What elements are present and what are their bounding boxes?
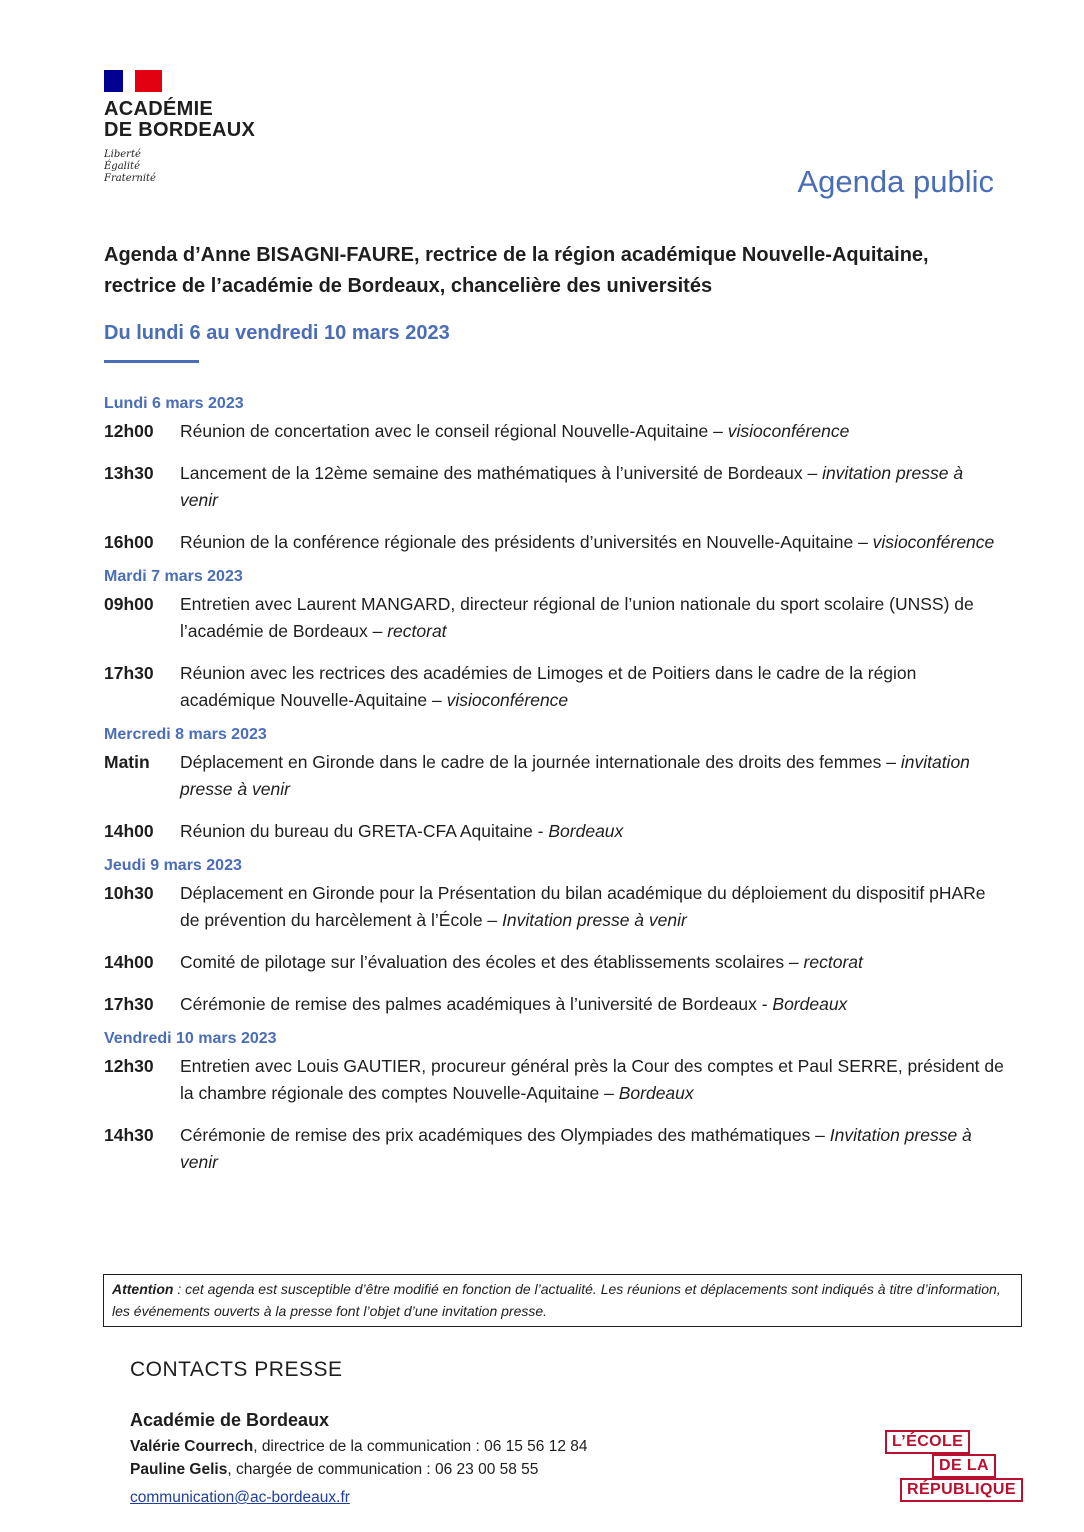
event-time: Matin	[104, 752, 150, 772]
event-description	[180, 991, 1004, 1018]
agenda-event	[104, 991, 1004, 1018]
event-text: Lancement de la 12ème semaine des mathématiques à l’université de Bordeaux –	[180, 463, 823, 483]
agenda-event	[104, 1122, 1004, 1176]
event-location: Bordeaux	[772, 994, 848, 1014]
agenda-event	[104, 529, 1004, 556]
event-time: 13h30	[104, 463, 154, 483]
agenda-event	[104, 818, 1004, 845]
agenda-period: Du lundi 6 au vendredi 10 mars 2023	[104, 322, 450, 344]
event-time: 12h00	[104, 421, 154, 441]
event-location: Bordeaux	[548, 821, 624, 841]
motto-liberte: Liberté	[104, 149, 141, 160]
contacts-organization: Académie de Bordeaux	[130, 1410, 330, 1430]
academie-logo	[104, 70, 255, 185]
agenda-list	[104, 393, 1004, 1186]
event-text: Cérémonie de remise des prix académiques des Olympiades des mathématiques –	[180, 1125, 830, 1145]
contacts-title: CONTACTS PRESSE	[130, 1358, 343, 1381]
logo-name-line1: ACADÉMIE	[104, 98, 214, 120]
event-location: rectorat	[803, 952, 863, 972]
day-title: Mercredi 8 mars 2023	[104, 726, 267, 743]
contact-person	[130, 1461, 538, 1479]
event-location: visioconférence	[727, 421, 850, 441]
event-description	[180, 591, 1004, 645]
event-time: 09h00	[104, 594, 154, 614]
logo-name-line2: DE BORDEAUX	[104, 119, 256, 141]
agenda-event	[104, 749, 1004, 803]
event-time: 14h00	[104, 821, 154, 841]
day-section	[104, 1028, 1004, 1176]
event-text: Entretien avec Louis GAUTIER, procureur général près la Cour des comptes et Paul SERRE, président de la chambre régionale des comptes Nouvelle-Aquitaine –	[180, 1056, 1004, 1103]
logo-motto	[104, 149, 255, 185]
event-description	[180, 1122, 1004, 1176]
event-location: visioconférence	[872, 532, 995, 552]
event-text: Cérémonie de remise des palmes académiques à l’université de Bordeaux -	[180, 994, 773, 1014]
french-flag-icon	[104, 70, 162, 92]
event-location: rectorat	[387, 621, 447, 641]
day-section	[104, 855, 1004, 1018]
day-section	[104, 566, 1004, 714]
event-time: 14h30	[104, 1125, 154, 1145]
event-time: 16h00	[104, 532, 154, 552]
period-underline	[104, 360, 199, 363]
disclaimer-box	[103, 1274, 1022, 1327]
agenda-event	[104, 418, 1004, 445]
event-location: invitation presse à venir	[180, 752, 970, 799]
agenda-event	[104, 591, 1004, 645]
logo-name	[104, 99, 255, 141]
event-time: 12h30	[104, 1056, 154, 1076]
contact-name: Pauline Gelis	[130, 1461, 228, 1478]
event-description	[180, 749, 1004, 803]
event-text: Comité de pilotage sur l’évaluation des écoles et des établissements scolaires –	[180, 952, 804, 972]
event-description	[180, 418, 1004, 445]
contact-role: , chargée de communication : 06 23 00 58 55	[227, 1461, 539, 1478]
event-description	[180, 949, 1004, 976]
event-time: 17h30	[104, 994, 154, 1014]
event-description	[180, 1053, 1004, 1107]
event-description	[180, 880, 1004, 934]
event-text: Réunion avec les rectrices des académies de Limoges et de Poitiers dans le cadre de la région académique Nouvelle-Aquitaine –	[180, 663, 917, 710]
event-description	[180, 529, 1004, 556]
event-text: Déplacement en Gironde pour la Présentation du bilan académique du déploiement du dispositif pHARe de prévention du harcèlement à l’École –	[180, 883, 986, 930]
day-section	[104, 724, 1004, 845]
agenda-heading: Agenda d’Anne BISAGNI-FAURE, rectrice de la région académique Nouvelle-Aquitaine, rectrice de l’académie de Bordeaux, chancelière des universités	[104, 244, 929, 297]
contact-email-link[interactable]: communication@ac-bordeaux.fr	[130, 1489, 350, 1506]
contact-role: , directrice de la communication : 06 15 56 12 84	[253, 1438, 588, 1455]
event-description	[180, 818, 1004, 845]
motto-fraternite: Fraternité	[104, 173, 156, 184]
document-title: Agenda public	[797, 164, 994, 199]
agenda-event	[104, 1053, 1004, 1107]
agenda-event	[104, 949, 1004, 976]
contact-person	[130, 1438, 588, 1456]
event-text: Déplacement en Gironde dans le cadre de la journée internationale des droits des femmes –	[180, 752, 901, 772]
ecole-republique-logo	[885, 1430, 1030, 1506]
event-text: Réunion de la conférence régionale des présidents d’universités en Nouvelle-Aquitaine –	[180, 532, 873, 552]
event-location: visioconférence	[446, 690, 569, 710]
event-text: Entretien avec Laurent MANGARD, directeur régional de l’union nationale du sport scolaire (UNSS) de l’académie de Bordeaux –	[180, 594, 974, 641]
day-title: Mardi 7 mars 2023	[104, 568, 243, 585]
day-title: Jeudi 9 mars 2023	[104, 857, 242, 874]
event-description	[180, 460, 1004, 514]
event-time: 10h30	[104, 883, 154, 903]
event-location: invitation presse à venir	[180, 463, 964, 510]
day-title: Vendredi 10 mars 2023	[104, 1030, 277, 1047]
event-text: Réunion de concertation avec le conseil régional Nouvelle-Aquitaine –	[180, 421, 728, 441]
event-description	[180, 660, 1004, 714]
event-location: Invitation presse à venir	[502, 910, 687, 930]
ecole-logo-line1: L’ÉCOLE	[885, 1430, 970, 1454]
ecole-logo-line3: RÉPUBLIQUE	[900, 1478, 1023, 1502]
day-section	[104, 393, 1004, 556]
event-location: Bordeaux	[618, 1083, 694, 1103]
contact-name: Valérie Courrech	[130, 1438, 254, 1455]
event-text: Réunion du bureau du GRETA-CFA Aquitaine -	[180, 821, 549, 841]
disclaimer-lead: Attention	[112, 1281, 174, 1297]
agenda-event	[104, 660, 1004, 714]
day-title: Lundi 6 mars 2023	[104, 395, 244, 412]
event-time: 14h00	[104, 952, 154, 972]
ecole-logo-line2: DE LA	[932, 1454, 996, 1478]
agenda-event	[104, 460, 1004, 514]
disclaimer-text: : cet agenda est susceptible d’être modifié en fonction de l’actualité. Les réunions et déplacements sont indiqués à titre d’information, les événements ouverts à la presse font l’objet d’une invitation presse.	[112, 1281, 1001, 1319]
agenda-event	[104, 880, 1004, 934]
motto-egalite: Égalité	[104, 161, 140, 172]
event-location: Invitation presse à venir	[180, 1125, 972, 1172]
event-time: 17h30	[104, 663, 154, 683]
